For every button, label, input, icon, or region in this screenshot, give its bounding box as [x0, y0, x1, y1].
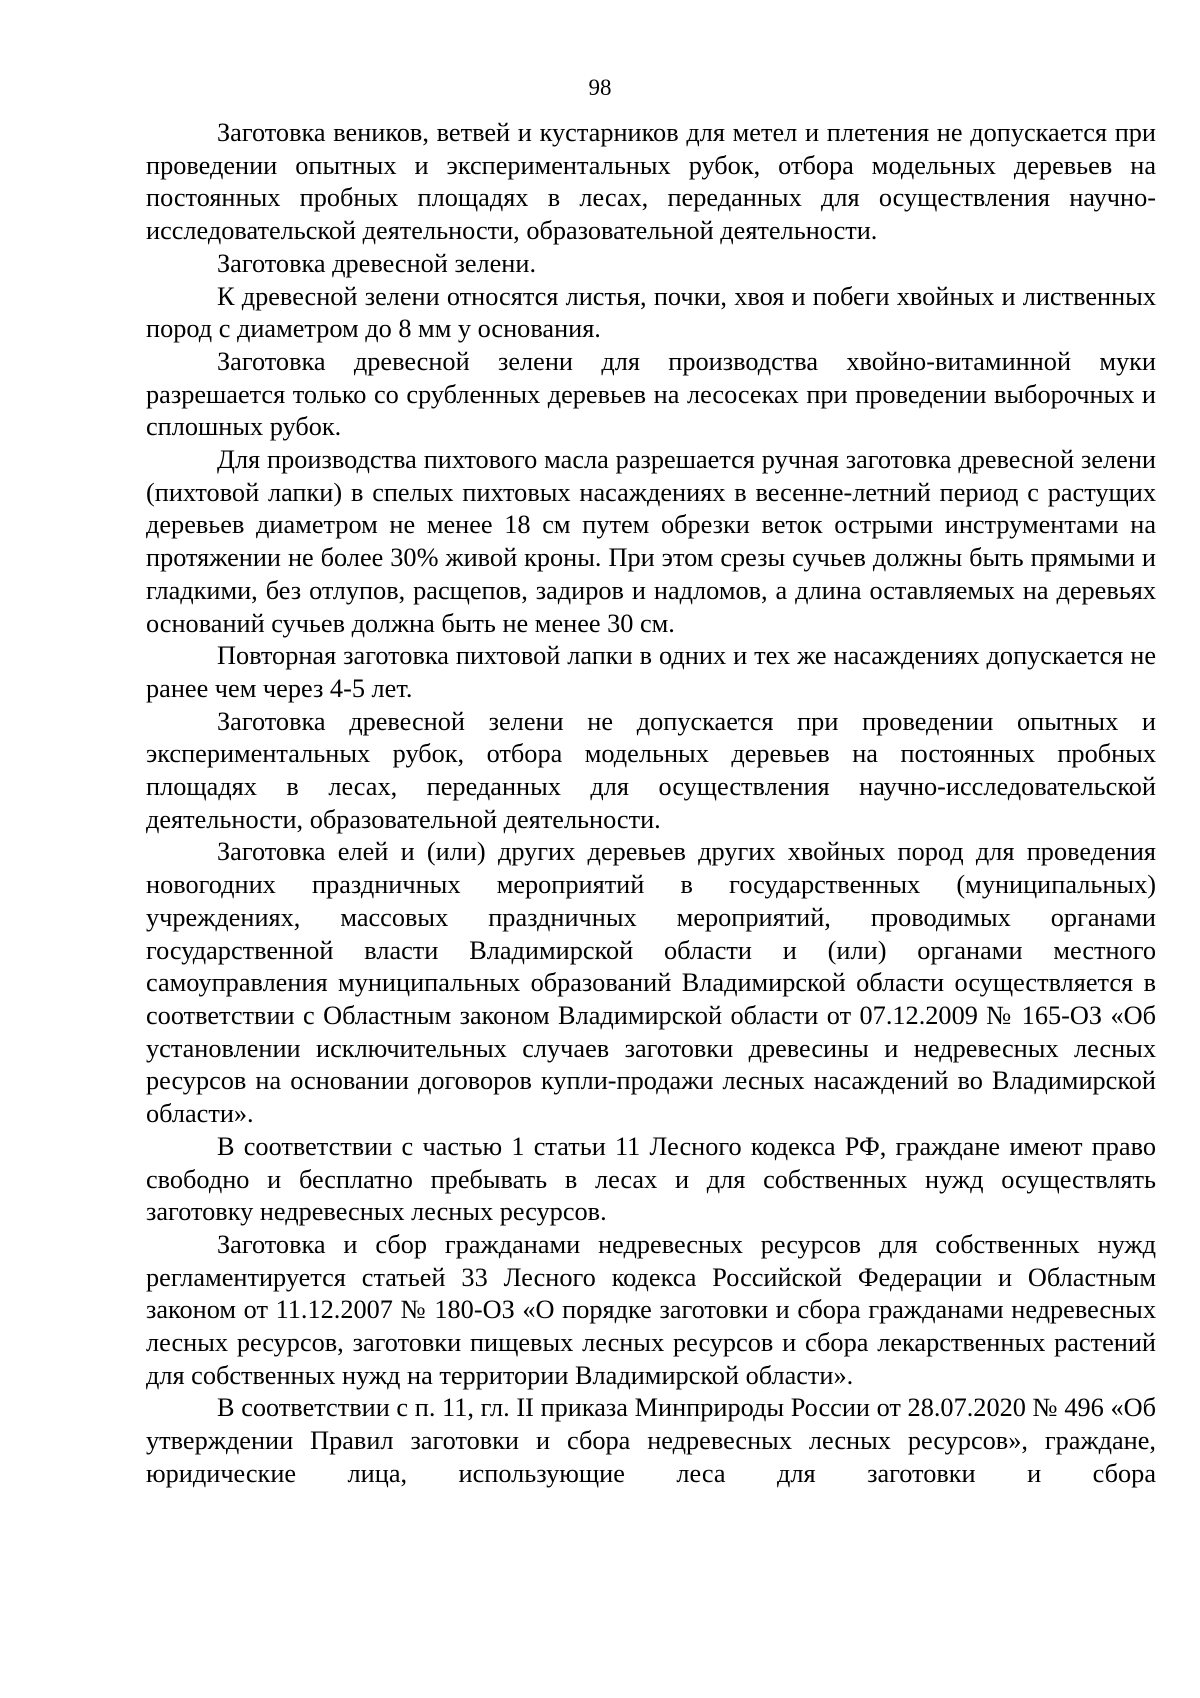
- paragraph-forest-code-article-11: В соответствии с частью 1 статьи 11 Лесного кодекса РФ, граждане имеют право свободно и бесплатно пребывать в лесах и для собственных нужд осуществлять заготовку недревесных лесных ресурсов.: [146, 1131, 1156, 1227]
- paragraph-fir-oil: Для производства пихтового масла разрешается ручная заготовка древесной зелени (пихтовой лапки) в спелых пихтовых насаждениях в весенне-летний период с растущих деревьев диаметром не менее 18 см путем обрезки веток острыми инструментами на протяжении не более 30% живой кроны. При этом срезы сучьев должны быть прямыми и гладкими, без отлупов, расщепов, задиров и надломов, а длина оставляемых на деревьях оснований сучьев должна быть не менее 30 см.: [146, 445, 1156, 638]
- paragraph-non-timber-regulation: Заготовка и сбор гражданами недревесных ресурсов для собственных нужд регламентируется статьей 33 Лесного кодекса Российской Федерации и Областным законом от 11.12.2007 № 180-ОЗ «О порядке заготовки и сбора гражданами недревесных лесных ресурсов, заготовки пищевых лесных ресурсов и сбора лекарственных растений для собственных нужд на территории Владимирской области».: [146, 1229, 1156, 1390]
- paragraph-greenery-restriction: Заготовка древесной зелени не допускается при проведении опытных и экспериментальных рубок, отбора модельных деревьев на постоянных пробных площадях в лесах, переданных для осуществления научно-исследовательской деятельности, образовательной деятельности.: [146, 706, 1156, 834]
- paragraph-brooms-restriction: Заготовка веников, ветвей и кустарников для метел и плетения не допускается при проведении опытных и экспериментальных рубок, отбора модельных деревьев на постоянных пробных площадях в лесах, переданных для осуществления научно-исследовательской деятельности, образовательной деятельности.: [146, 118, 1156, 246]
- page-number: 98: [588, 75, 612, 100]
- body-text: [146, 117, 1156, 1491]
- paragraph-greenery-heading: Заготовка древесной зелени.: [217, 248, 537, 278]
- paragraph-new-year-trees: Заготовка елей и (или) других деревьев других хвойных пород для проведения новогодних праздничных мероприятий в государственных (муниципальных) учреждениях, массовых праздничных мероприятий, проводимых органами государственной власти Владимирской области и (или) органами местного самоуправления муниципальных образований Владимирской области осуществляется в соответствии с Областным законом Владимирской области от 07.12.2009 № 165-ОЗ «Об установлении исключительных случаев заготовки древесины и недревесных лесных ресурсов на основании договоров купли-продажи лесных насаждений во Владимирской области».: [146, 837, 1156, 1129]
- paragraph-vitamin-flour: Заготовка древесной зелени для производства хвойно-витаминной муки разрешается только со срубленных деревьев на лесосеках при проведении выборочных и сплошных рубок.: [146, 346, 1156, 442]
- paragraph-minprirody-order: В соответствии с п. 11, гл. II приказа Минприроды России от 28.07.2020 № 496 «Об утверждении Правил заготовки и сбора недревесных лесных ресурсов», граждане, юридические лица, использующие леса для заготовки и сбора: [146, 1393, 1156, 1488]
- paragraph-repeat-harvest: Повторная заготовка пихтовой лапки в одних и тех же насаждениях допускается не ранее чем через 4-5 лет.: [146, 641, 1156, 703]
- paragraph-greenery-definition: К древесной зелени относятся листья, почки, хвоя и побеги хвойных и лиственных пород с диаметром до 8 мм у основания.: [146, 281, 1156, 344]
